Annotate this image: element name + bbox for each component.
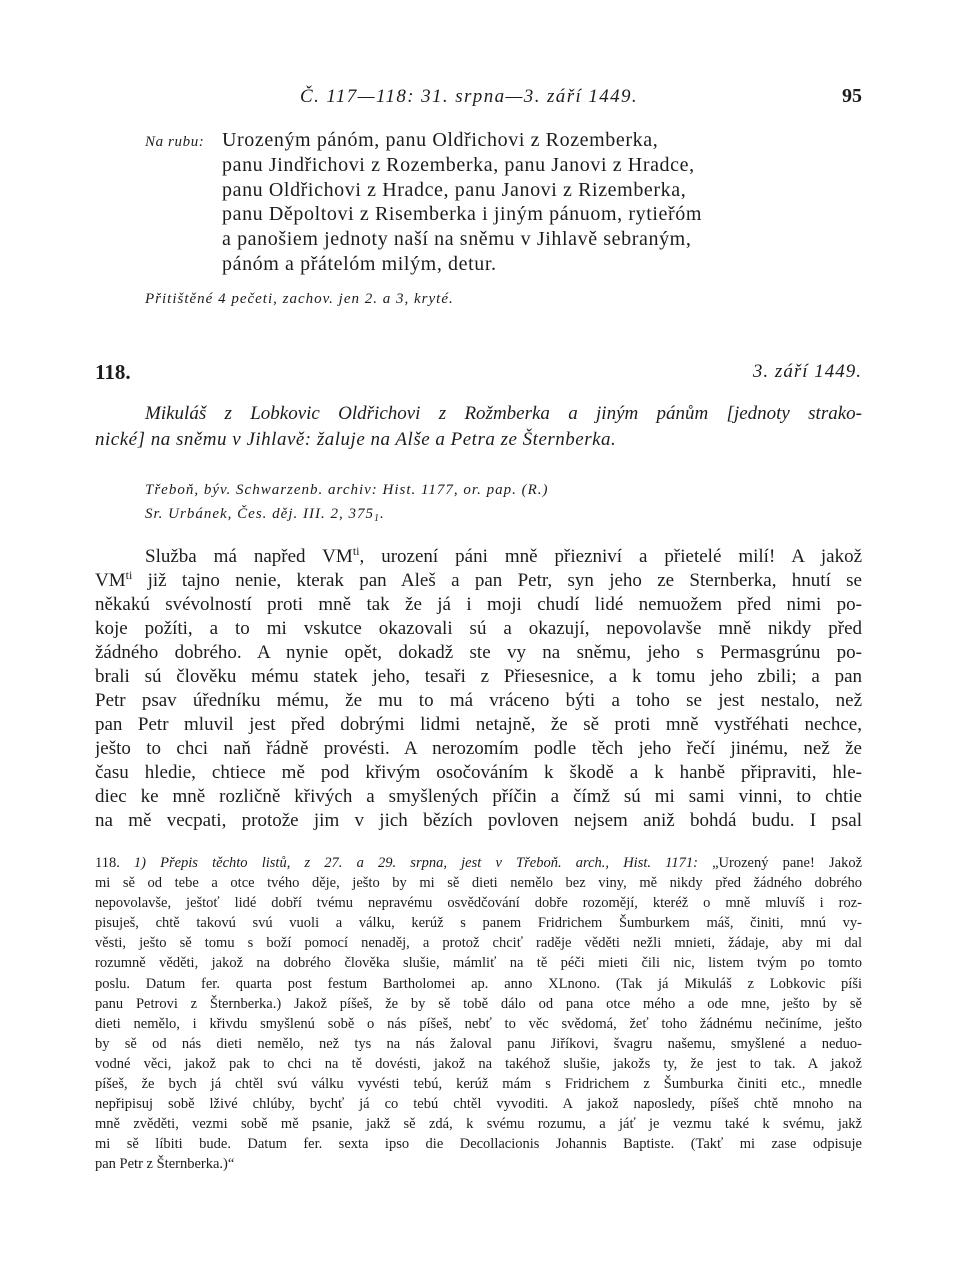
footnote-line: panu Petrovi z Šternberka.) Jakož píšeš, že by sě tobě dálo od pana otce mého a ode mne, ješto by sě xyxy=(95,995,862,1012)
body-line: někakú svévolností proti mně tak že já i moji chudí lidé nemuožem před nimi po- xyxy=(95,594,862,615)
body-line xyxy=(95,545,862,569)
footnote-line: nepovolavše, ještoť lidé dobří tvému nepravému osvědčování dobře rozomějí, kteréž o mně mluvíš i roz- xyxy=(95,895,862,912)
body-line xyxy=(95,569,862,593)
body-line: ješto to chci naň řádně provésti. A nerozomím podle těch jeho řečí jinému, než že xyxy=(95,738,862,759)
footnote-line: mi sě od tebe a otce tvého děje, ješto by mi sě dieti nemělo bez viny, mě nikdy před žádného dobrého xyxy=(95,875,862,892)
document-number: 118. xyxy=(95,360,131,384)
endorsement-line: Urozeným pánóm, panu Oldřichovi z Rozemberka, xyxy=(222,129,659,151)
endorsement-line: panu Oldřichovi z Hradce, panu Janovi z Rizemberka, xyxy=(222,178,687,201)
page-number: 95 xyxy=(842,85,862,107)
body-line: na mě vecpati, protože jim v jich bězích povloven nejsem aniž bohdá budu. I psal xyxy=(95,810,862,831)
body-text-segment: VM xyxy=(95,570,126,591)
literature-end: . xyxy=(379,506,385,522)
footnote-line: poslu. Datum fer. quarta post festum Bartholomei ap. anno XLnono. (Tak já Mikuláš z Lobkovic píši xyxy=(95,975,862,992)
body-line: diec ke mně rozličně křivých a smyšlených příčin a čímž sú mi sami vinni, to chtie xyxy=(95,786,862,807)
body-line: koje požíti, a to mi vskutce okazovali sú a okazují, nepovolavše mně nikdy před xyxy=(95,618,862,639)
endorsement-label: Na rubu: xyxy=(145,134,205,150)
source-citation xyxy=(145,478,549,526)
footnote-line: mi sě líbiti bude. Datum fer. sexta ipso die Decollacionis Johannis Baptiste. (Takť mi zase odpisuje xyxy=(95,1136,862,1153)
summary-line: Mikuláš z Lobkovic Oldřichovi z Rožmberka a jiným pánům [jednoty strako- xyxy=(145,403,862,424)
footnote-line: by sě od nás dieti nemělo, než tys na nás žaloval panu Jiříkovi, švagru našemu, smyšlené a neduo- xyxy=(95,1035,862,1052)
body-line: pan Petr mluvil jest před dobrými lidmi netajně, že sě proti mně vystřéhati nechce, xyxy=(95,714,862,735)
body-line: brali sú člověku mému statek jeho, tesaři z Přiesesnice, a k tomu jeho zbili; a pan xyxy=(95,666,862,687)
body-text-segment: již tajno nenie, kterak pan Aleš a pan Petr, syn jeho ze Sternberka, hnutí se xyxy=(132,570,862,591)
endorsement-address xyxy=(222,128,862,277)
footnote-number: 118. xyxy=(95,855,120,871)
letter-body xyxy=(95,545,862,833)
superscript: ti xyxy=(125,569,133,582)
document-summary xyxy=(95,401,862,453)
footnote-line: pisuješ, chtě takovú svú vuoli a válku, kerúž s panem Fridrichem Šumburkem máš, činiti, mnú vy- xyxy=(95,915,862,932)
literature-reference xyxy=(145,502,549,526)
footnotes xyxy=(95,853,862,1175)
document-date: 3. září 1449. xyxy=(752,361,862,382)
literature-subscript: 1 xyxy=(373,513,380,524)
footnote-line: píšeš, že bych já chtěl svú válku vyvésti tebú, kerúž mám s Fridrichem z Šumburka činiti etc., mnedle xyxy=(95,1076,862,1093)
footnote-line: dieti nemělo, i křivdu smyšlenú sobě o nás píšeš, nebť to věc svědomá, žeť toho žádnému nečiníme, ješto xyxy=(95,1015,862,1032)
running-title: Č. 117—118: 31. srpna—3. září 1449. xyxy=(300,86,639,107)
endorsement-line: pánóm a přátelóm milým, detur. xyxy=(222,252,497,275)
endorsement-line: panu Děpoltovi z Risemberka i jiným pánuom, rytieřóm xyxy=(222,203,702,226)
summary-line: nické] na sněmu v Jihlavě: žaluje na Alše a Petra ze Šternberka. xyxy=(95,429,617,450)
endorsement-line: a panošiem jednoty naší na sněmu v Jihlavě sebraným, xyxy=(222,228,692,251)
footnote-line: vodné věci, jakož pak to chci na tě dovésti, jakož na takéhož slušie, jakožs ty, že jest to tak. A jakož xyxy=(95,1055,862,1072)
archive-reference: Třeboň, býv. Schwarzenb. archiv: Hist. 1177, or. pap. (R.) xyxy=(145,482,549,498)
body-line: času hledie, chtiece mě pod křivým osočováním k škodě a k hanbě připraviti, hle- xyxy=(95,762,862,783)
footnote-line: věsti, ješto sě tomu s boží pomocí nenaděj, a protož chciť raděje věděti nežli mnieti, žádaje, aby mi dal xyxy=(95,935,862,952)
seal-note: Přitištěné 4 pečeti, zachov. jen 2. a 3, kryté. xyxy=(145,291,454,307)
footnote-text: „Urozený pane! Jakož xyxy=(697,855,862,871)
body-line: Petr psav úředníku mému, že mu to má vráceno býti a toho se jest nestalo, než xyxy=(95,690,862,711)
superscript: ti xyxy=(352,545,360,558)
body-text-segment: , urození páni mně přiezniví a přietelé milí! A jakož xyxy=(359,546,862,567)
literature-text: Sr. Urbánek, Čes. děj. III. 2, 375 xyxy=(145,506,374,522)
endorsement-line: panu Jindřichovi z Rozemberka, panu Janovi z Hradce, xyxy=(222,153,695,176)
footnote-line: pan Petr z Šternberka.)“ xyxy=(95,1156,235,1173)
footnote-line: mně zvěděti, vezmi sobě mě psanie, jakž sě zdá, k svému rozumu, a jáť je vezmu také k svému, jakž xyxy=(95,1116,862,1133)
footnote-line: rozumně věděti, jakož na dobrého člověka slušie, mámliť na tě péči mieti čili nic, listem tvým po tomto xyxy=(95,955,862,972)
footnote-line: nepřipisuj sobě lživé chlúby, bychť já co tebú chtěl vyvoditi. A jakož naposledy, píšeš chtě mnoho na xyxy=(95,1096,862,1113)
footnote-marker-text: 1) Přepis těchto listů, z 27. a 29. srpna, jest v Třeboň. arch., Hist. 1171: xyxy=(133,855,698,871)
footnote-line xyxy=(95,853,862,873)
body-text-segment: Služba má napřed VM xyxy=(145,546,353,567)
body-line: žádného dobrého. A nynie opět, dokadž ste vy na sněmu, jeho s Permasgrúnu po- xyxy=(95,642,862,663)
